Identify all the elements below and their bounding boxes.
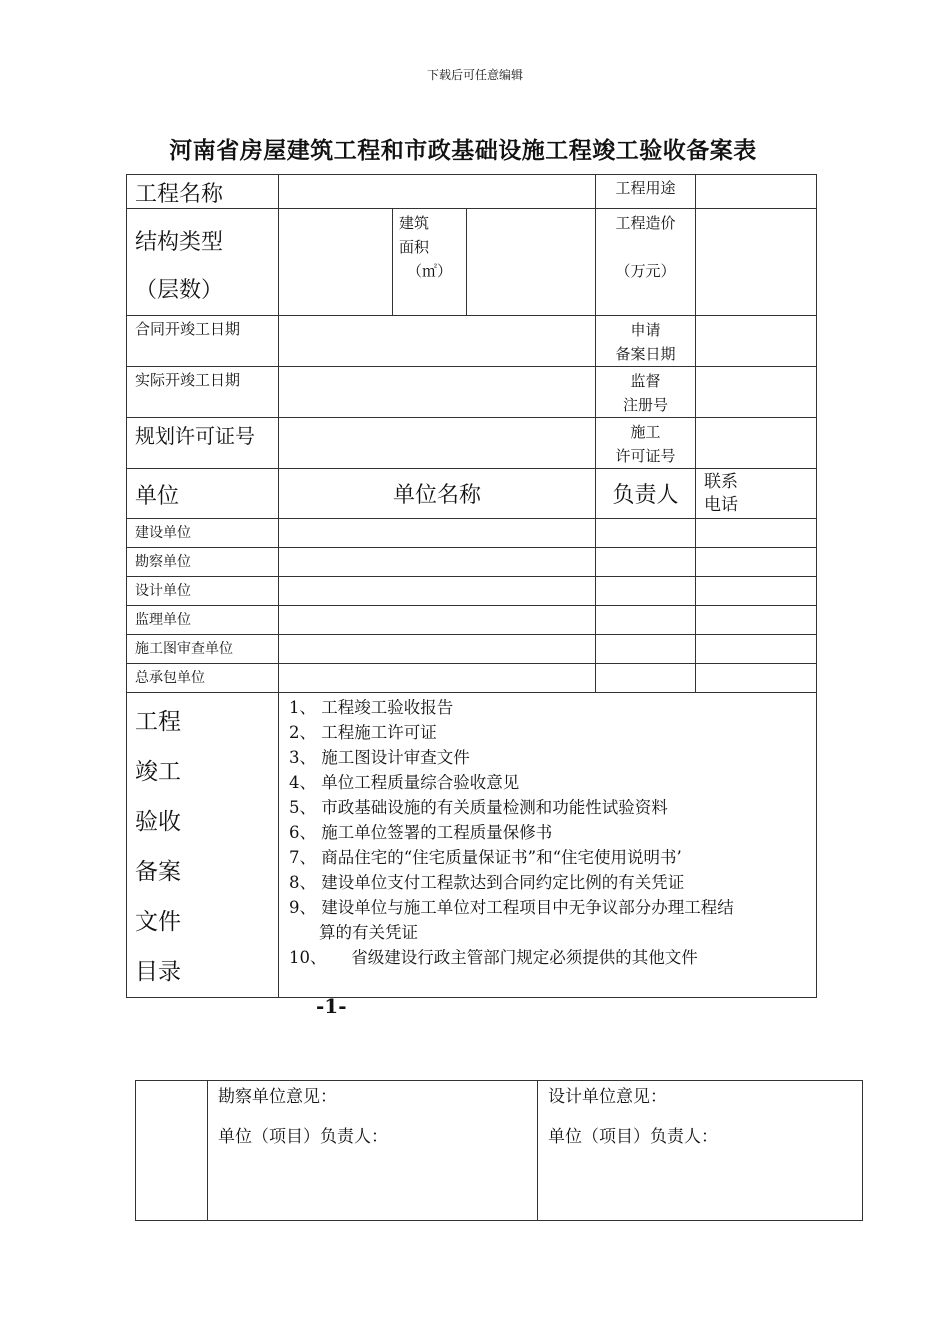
design-opinion-title: 设计单位意见： <box>548 1087 667 1107</box>
person-in-charge-header: 负责人 <box>596 469 696 519</box>
unit-phone-field[interactable] <box>696 519 817 548</box>
design-opinion-signer: 单位（项目）负责人： <box>548 1127 718 1147</box>
unit-person-field[interactable] <box>596 577 696 606</box>
table-row <box>127 577 817 606</box>
project-name-label: 工程名称 <box>127 175 279 209</box>
unit-label-drawing-review: 施工图审查单位 <box>127 635 279 664</box>
actual-dates-label: 实际开竣工日期 <box>127 367 279 418</box>
unit-name-field[interactable] <box>279 635 596 664</box>
list-item: 5、 市政基础设施的有关质量检测和功能性试验资料 <box>289 798 668 817</box>
opinions-side-cell <box>136 1081 208 1221</box>
unit-phone-field[interactable] <box>696 577 817 606</box>
planning-permit-label: 规划许可证号 <box>127 418 279 469</box>
actual-dates-field[interactable] <box>279 367 596 418</box>
survey-opinion-cell[interactable] <box>208 1081 538 1221</box>
file-directory-label: 工程 竣工 验收 备案 文件 目录 <box>127 693 279 998</box>
unit-person-field[interactable] <box>596 548 696 577</box>
table-row <box>127 519 817 548</box>
unit-label-construction: 建设单位 <box>127 519 279 548</box>
unit-person-field[interactable] <box>596 606 696 635</box>
unit-label-survey: 勘察单位 <box>127 548 279 577</box>
table-row <box>127 635 817 664</box>
contract-dates-label: 合同开竣工日期 <box>127 316 279 367</box>
list-item: 2、 工程施工许可证 <box>289 723 437 742</box>
unit-phone-field[interactable] <box>696 635 817 664</box>
table-row <box>127 606 817 635</box>
file-directory-list <box>279 693 817 998</box>
unit-phone-field[interactable] <box>696 664 817 693</box>
list-item: 9、 建设单位与施工单位对工程项目中无争议部分办理工程结 <box>289 898 734 917</box>
project-name-field[interactable] <box>279 175 596 209</box>
header-note: 下载后可任意编辑 <box>426 68 523 82</box>
list-item: 4、 单位工程质量综合验收意见 <box>289 773 520 792</box>
list-item: 3、 施工图设计审查文件 <box>289 748 470 767</box>
design-opinion-cell[interactable] <box>538 1081 863 1221</box>
unit-person-field[interactable] <box>596 635 696 664</box>
unit-person-field[interactable] <box>596 519 696 548</box>
apply-date-label: 申请 备案日期 <box>596 316 696 367</box>
page-number: -1- <box>316 994 347 1018</box>
supervision-reg-label: 监督 注册号 <box>596 367 696 418</box>
apply-date-field[interactable] <box>696 316 817 367</box>
list-item: 10、 省级建设行政主管部门规定必须提供的其他文件 <box>289 948 698 967</box>
unit-name-field[interactable] <box>279 606 596 635</box>
unit-label-general-contractor: 总承包单位 <box>127 664 279 693</box>
building-area-label: 建筑 面积 （㎡） <box>393 209 467 316</box>
planning-permit-field[interactable] <box>279 418 596 469</box>
survey-opinion-title: 勘察单位意见： <box>218 1087 337 1107</box>
unit-phone-field[interactable] <box>696 548 817 577</box>
unit-header: 单位 <box>127 469 279 519</box>
construction-permit-label: 施工 许可证号 <box>596 418 696 469</box>
unit-label-design: 设计单位 <box>127 577 279 606</box>
project-cost-field[interactable] <box>696 209 817 316</box>
unit-name-field[interactable] <box>279 577 596 606</box>
structure-type-label: 结构类型 （层数） <box>127 209 279 316</box>
supervision-reg-field[interactable] <box>696 367 817 418</box>
project-use-label: 工程用途 <box>596 175 696 209</box>
unit-phone-field[interactable] <box>696 606 817 635</box>
list-item: 算的有关凭证 <box>319 923 418 942</box>
unit-person-field[interactable] <box>596 664 696 693</box>
unit-label-supervision: 监理单位 <box>127 606 279 635</box>
list-item: 1、 工程竣工验收报告 <box>289 698 454 717</box>
table-row <box>127 664 817 693</box>
unit-name-header: 单位名称 <box>279 469 596 519</box>
list-item: 7、 商品住宅的“住宅质量保证书”和“住宅使用说明书’ <box>289 848 682 867</box>
list-item: 6、 施工单位签署的工程质量保修书 <box>289 823 553 842</box>
unit-name-field[interactable] <box>279 664 596 693</box>
building-area-field[interactable] <box>467 209 596 316</box>
contact-phone-header: 联系 电话 <box>696 469 817 519</box>
construction-permit-field[interactable] <box>696 418 817 469</box>
opinions-table <box>135 1080 863 1221</box>
survey-opinion-signer: 单位（项目）负责人： <box>218 1127 388 1147</box>
list-item: 8、 建设单位支付工程款达到合同约定比例的有关凭证 <box>289 873 685 892</box>
project-use-field[interactable] <box>696 175 817 209</box>
structure-type-field[interactable] <box>279 209 393 316</box>
contract-dates-field[interactable] <box>279 316 596 367</box>
project-cost-label: 工程造价 （万元） <box>596 209 696 316</box>
document-title: 河南省房屋建筑工程和市政基础设施工程竣工验收备案表 <box>169 137 757 164</box>
unit-name-field[interactable] <box>279 548 596 577</box>
registration-form-table <box>126 174 817 998</box>
unit-name-field[interactable] <box>279 519 596 548</box>
table-row <box>127 548 817 577</box>
